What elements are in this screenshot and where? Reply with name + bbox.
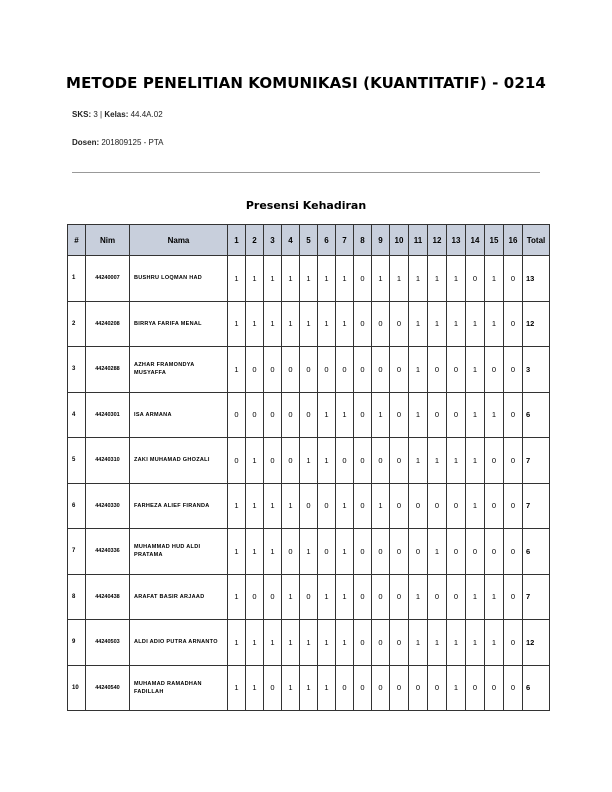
attendance-cell: 1 [466, 347, 485, 393]
attendance-cell: 1 [300, 529, 318, 575]
attendance-cell: 0 [485, 483, 504, 529]
attendance-cell: 1 [282, 483, 300, 529]
attendance-cell: 0 [282, 529, 300, 575]
nim-cell: 44240330 [86, 483, 130, 529]
attendance-cell: 0 [485, 347, 504, 393]
attendance-cell: 1 [409, 347, 428, 393]
attendance-cell: 1 [466, 620, 485, 666]
attendance-cell: 1 [447, 301, 466, 347]
attendance-cell: 0 [372, 347, 390, 393]
table-body [68, 256, 550, 711]
attendance-cell: 1 [485, 301, 504, 347]
attendance-cell: 0 [354, 438, 372, 484]
attendance-cell: 0 [264, 574, 282, 620]
nim-cell: 44240301 [86, 392, 130, 438]
attendance-cell: 0 [428, 392, 447, 438]
attendance-cell: 1 [372, 483, 390, 529]
column-header: 10 [390, 225, 409, 256]
attendance-cell: 1 [318, 256, 336, 302]
attendance-cell: 1 [466, 438, 485, 484]
attendance-cell: 0 [264, 665, 282, 711]
attendance-cell: 0 [372, 301, 390, 347]
name-cell: ARAFAT BASIR ARJAAD [130, 574, 228, 620]
attendance-cell: 1 [336, 620, 354, 666]
name-cell: ALDI ADIO PUTRA ARNANTO [130, 620, 228, 666]
attendance-cell: 0 [447, 347, 466, 393]
course-title: METODE PENELITIAN KOMUNIKASI (KUANTITATIF) - 0214 [66, 74, 546, 92]
attendance-cell: 0 [354, 620, 372, 666]
attendance-cell: 0 [336, 347, 354, 393]
attendance-cell: 0 [336, 438, 354, 484]
attendance-cell: 0 [504, 665, 523, 711]
header-row [68, 225, 550, 256]
attendance-cell: 1 [485, 256, 504, 302]
column-header: 11 [409, 225, 428, 256]
attendance-cell: 1 [372, 256, 390, 302]
attendance-cell: 1 [409, 256, 428, 302]
attendance-cell: 1 [318, 574, 336, 620]
attendance-cell: 0 [504, 301, 523, 347]
attendance-cell: 1 [300, 665, 318, 711]
separator: | [100, 110, 103, 119]
attendance-cell: 0 [390, 620, 409, 666]
attendance-cell: 0 [485, 438, 504, 484]
total-cell: 12 [523, 301, 550, 347]
column-header: 14 [466, 225, 485, 256]
row-number: 7 [68, 529, 86, 575]
attendance-cell: 1 [372, 392, 390, 438]
attendance-cell: 0 [504, 574, 523, 620]
attendance-cell: 0 [282, 347, 300, 393]
attendance-cell: 1 [228, 574, 246, 620]
attendance-cell: 1 [447, 665, 466, 711]
column-header: 2 [246, 225, 264, 256]
kelas-value: 44.4A.02 [130, 110, 163, 119]
attendance-cell: 0 [246, 392, 264, 438]
attendance-cell: 0 [246, 347, 264, 393]
attendance-cell: 1 [318, 620, 336, 666]
name-cell: MUHAMAD RAMADHAN FADILLAH [130, 665, 228, 711]
attendance-cell: 0 [390, 392, 409, 438]
attendance-cell: 0 [372, 574, 390, 620]
nim-cell: 44240503 [86, 620, 130, 666]
attendance-cell: 0 [354, 529, 372, 575]
attendance-cell: 0 [228, 392, 246, 438]
column-header: 8 [354, 225, 372, 256]
attendance-cell: 1 [228, 256, 246, 302]
sks-value: 3 [93, 110, 98, 119]
attendance-cell: 1 [264, 256, 282, 302]
table-row [68, 529, 550, 575]
attendance-cell: 1 [409, 301, 428, 347]
attendance-cell: 0 [354, 256, 372, 302]
attendance-cell: 1 [228, 301, 246, 347]
row-number: 4 [68, 392, 86, 438]
column-header: 9 [372, 225, 390, 256]
attendance-cell: 0 [466, 529, 485, 575]
attendance-cell: 1 [466, 392, 485, 438]
attendance-cell: 1 [336, 301, 354, 347]
attendance-cell: 0 [428, 483, 447, 529]
attendance-cell: 1 [428, 301, 447, 347]
table-row [68, 665, 550, 711]
column-header: 13 [447, 225, 466, 256]
attendance-cell: 0 [447, 483, 466, 529]
attendance-cell: 0 [228, 438, 246, 484]
attendance-cell: 1 [318, 665, 336, 711]
name-cell: FARHEZA ALIEF FIRANDA [130, 483, 228, 529]
column-header: 16 [504, 225, 523, 256]
attendance-cell: 0 [447, 392, 466, 438]
name-cell: BUSHRU LOQMAN HAD [130, 256, 228, 302]
dosen-value: 201809125 - PTA [101, 138, 164, 147]
attendance-cell: 1 [466, 574, 485, 620]
attendance-cell: 0 [390, 347, 409, 393]
attendance-cell: 1 [485, 574, 504, 620]
attendance-cell: 1 [318, 392, 336, 438]
attendance-cell: 1 [246, 256, 264, 302]
name-cell: AZHAR FRAMONDYA MUSYAFFA [130, 347, 228, 393]
attendance-cell: 0 [466, 256, 485, 302]
attendance-cell: 0 [372, 529, 390, 575]
attendance-cell: 1 [282, 620, 300, 666]
attendance-cell: 1 [282, 256, 300, 302]
attendance-cell: 0 [354, 301, 372, 347]
attendance-cell: 1 [300, 301, 318, 347]
attendance-cell: 0 [504, 529, 523, 575]
attendance-cell: 0 [318, 347, 336, 393]
attendance-cell: 0 [354, 347, 372, 393]
attendance-cell: 0 [354, 574, 372, 620]
dosen-line [72, 138, 163, 147]
table-row [68, 574, 550, 620]
nim-cell: 44240438 [86, 574, 130, 620]
attendance-cell: 0 [428, 574, 447, 620]
attendance-cell: 1 [246, 301, 264, 347]
attendance-cell: 0 [318, 483, 336, 529]
row-number: 10 [68, 665, 86, 711]
attendance-cell: 0 [485, 665, 504, 711]
name-cell: BIRRYA FARIFA MENAL [130, 301, 228, 347]
attendance-cell: 1 [409, 438, 428, 484]
attendance-cell: 0 [300, 347, 318, 393]
attendance-cell: 0 [447, 529, 466, 575]
attendance-cell: 1 [336, 529, 354, 575]
attendance-cell: 1 [428, 438, 447, 484]
attendance-cell: 1 [228, 529, 246, 575]
attendance-cell: 0 [504, 620, 523, 666]
column-header: Nim [86, 225, 130, 256]
table-row [68, 347, 550, 393]
attendance-cell: 0 [354, 392, 372, 438]
attendance-cell: 1 [318, 301, 336, 347]
attendance-cell: 1 [390, 256, 409, 302]
attendance-cell: 0 [390, 438, 409, 484]
total-cell: 12 [523, 620, 550, 666]
attendance-cell: 0 [372, 665, 390, 711]
table-row [68, 256, 550, 302]
attendance-cell: 1 [228, 620, 246, 666]
table-row [68, 483, 550, 529]
column-header: Nama [130, 225, 228, 256]
attendance-cell: 1 [228, 347, 246, 393]
attendance-cell: 0 [264, 438, 282, 484]
attendance-cell: 0 [300, 392, 318, 438]
attendance-cell: 1 [409, 392, 428, 438]
attendance-cell: 1 [447, 438, 466, 484]
attendance-cell: 0 [354, 665, 372, 711]
attendance-cell: 0 [485, 529, 504, 575]
attendance-cell: 1 [485, 392, 504, 438]
attendance-cell: 0 [504, 483, 523, 529]
attendance-cell: 0 [390, 529, 409, 575]
attendance-cell: 0 [504, 392, 523, 438]
attendance-cell: 1 [336, 392, 354, 438]
row-number: 1 [68, 256, 86, 302]
attendance-cell: 1 [264, 483, 282, 529]
row-number: 2 [68, 301, 86, 347]
row-number: 6 [68, 483, 86, 529]
total-cell: 7 [523, 438, 550, 484]
attendance-cell: 1 [282, 665, 300, 711]
nim-cell: 44240336 [86, 529, 130, 575]
column-header: 6 [318, 225, 336, 256]
column-header: # [68, 225, 86, 256]
attendance-cell: 1 [264, 620, 282, 666]
attendance-cell: 1 [336, 483, 354, 529]
total-cell: 7 [523, 483, 550, 529]
attendance-cell: 1 [246, 483, 264, 529]
dosen-label: Dosen: [72, 138, 100, 147]
attendance-cell: 0 [409, 483, 428, 529]
attendance-cell: 0 [428, 665, 447, 711]
attendance-cell: 1 [228, 665, 246, 711]
attendance-cell: 1 [447, 620, 466, 666]
name-cell: ZAKI MUHAMAD GHOZALI [130, 438, 228, 484]
total-cell: 6 [523, 529, 550, 575]
attendance-cell: 0 [246, 574, 264, 620]
attendance-cell: 0 [504, 347, 523, 393]
sks-label: SKS: [72, 110, 92, 119]
nim-cell: 44240288 [86, 347, 130, 393]
column-header: 1 [228, 225, 246, 256]
attendance-cell: 1 [264, 301, 282, 347]
attendance-cell: 1 [336, 574, 354, 620]
nim-cell: 44240540 [86, 665, 130, 711]
attendance-cell: 0 [409, 529, 428, 575]
attendance-cell: 1 [246, 529, 264, 575]
attendance-cell: 0 [372, 620, 390, 666]
total-cell: 13 [523, 256, 550, 302]
attendance-cell: 1 [264, 529, 282, 575]
column-header: 3 [264, 225, 282, 256]
attendance-cell: 1 [447, 256, 466, 302]
attendance-cell: 0 [447, 574, 466, 620]
nim-cell: 44240208 [86, 301, 130, 347]
total-cell: 7 [523, 574, 550, 620]
attendance-cell: 1 [300, 620, 318, 666]
nim-cell: 44240007 [86, 256, 130, 302]
attendance-cell: 1 [428, 620, 447, 666]
table-row [68, 620, 550, 666]
nim-cell: 44240310 [86, 438, 130, 484]
table-row [68, 301, 550, 347]
attendance-cell: 1 [409, 574, 428, 620]
attendance-cell: 0 [318, 529, 336, 575]
attendance-cell: 1 [300, 256, 318, 302]
table-row [68, 392, 550, 438]
attendance-cell: 0 [390, 483, 409, 529]
attendance-cell: 1 [428, 529, 447, 575]
attendance-cell: 0 [372, 438, 390, 484]
column-header: 7 [336, 225, 354, 256]
attendance-cell: 0 [300, 483, 318, 529]
attendance-cell: 1 [485, 620, 504, 666]
total-cell: 3 [523, 347, 550, 393]
attendance-cell: 1 [228, 483, 246, 529]
attendance-cell: 1 [246, 665, 264, 711]
attendance-cell: 1 [428, 256, 447, 302]
row-number: 8 [68, 574, 86, 620]
attendance-cell: 1 [466, 301, 485, 347]
kelas-label: Kelas: [104, 110, 129, 119]
attendance-cell: 0 [504, 256, 523, 302]
attendance-cell: 0 [390, 301, 409, 347]
attendance-cell: 1 [318, 438, 336, 484]
table-row [68, 438, 550, 484]
attendance-cell: 0 [390, 665, 409, 711]
total-cell: 6 [523, 665, 550, 711]
attendance-cell: 0 [282, 392, 300, 438]
attendance-cell: 0 [390, 574, 409, 620]
attendance-cell: 0 [264, 392, 282, 438]
attendance-cell: 1 [300, 438, 318, 484]
column-header: 12 [428, 225, 447, 256]
attendance-cell: 1 [409, 620, 428, 666]
attendance-cell: 1 [246, 438, 264, 484]
column-header: 4 [282, 225, 300, 256]
attendance-cell: 0 [282, 438, 300, 484]
name-cell: ISA ARMANA [130, 392, 228, 438]
attendance-cell: 0 [504, 438, 523, 484]
attendance-cell: 1 [246, 620, 264, 666]
divider [72, 172, 540, 173]
total-cell: 6 [523, 392, 550, 438]
attendance-cell: 1 [466, 483, 485, 529]
attendance-cell: 0 [300, 574, 318, 620]
attendance-cell: 0 [466, 665, 485, 711]
attendance-cell: 1 [282, 574, 300, 620]
column-header: Total [523, 225, 550, 256]
attendance-cell: 0 [428, 347, 447, 393]
table-header [68, 225, 550, 256]
row-number: 5 [68, 438, 86, 484]
attendance-cell: 1 [282, 301, 300, 347]
attendance-cell: 0 [336, 665, 354, 711]
attendance-cell: 0 [264, 347, 282, 393]
attendance-cell: 0 [409, 665, 428, 711]
sks-kelas-line [72, 110, 163, 119]
attendance-cell: 0 [354, 483, 372, 529]
attendance-table [67, 224, 550, 711]
name-cell: MUHAMMAD HUD ALDI PRATAMA [130, 529, 228, 575]
attendance-cell: 1 [336, 256, 354, 302]
column-header: 15 [485, 225, 504, 256]
row-number: 3 [68, 347, 86, 393]
table-title: Presensi Kehadiran [245, 199, 367, 212]
column-header: 5 [300, 225, 318, 256]
row-number: 9 [68, 620, 86, 666]
